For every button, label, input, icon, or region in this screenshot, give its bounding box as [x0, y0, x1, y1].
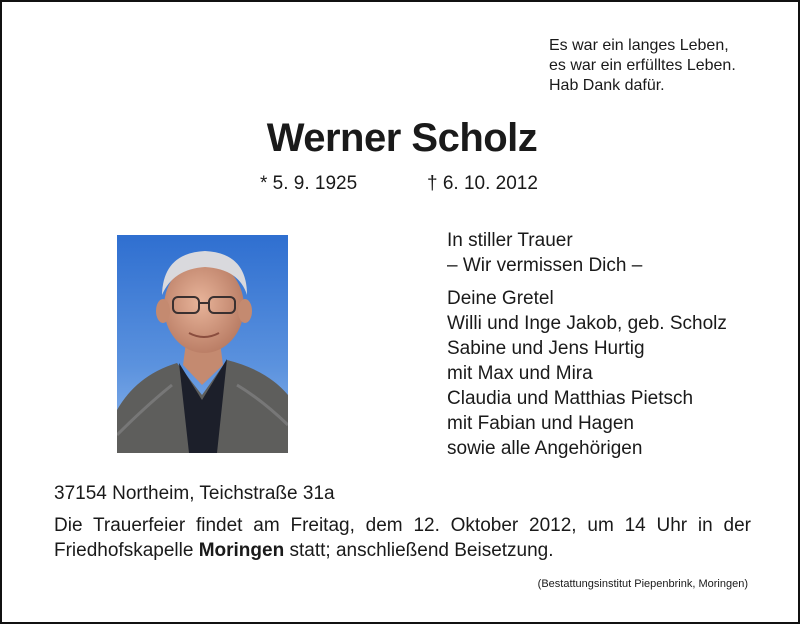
- funeral-service-info: [54, 513, 751, 563]
- mourner-line: mit Max und Mira: [447, 363, 593, 384]
- quote-line-3: Hab Dank dafür.: [549, 77, 665, 94]
- quote-line-2: es war ein erfülltes Leben.: [549, 57, 736, 74]
- memorial-quote: [549, 36, 736, 96]
- quote-line-1: Es war ein langes Leben,: [549, 37, 729, 54]
- mourner-line: Deine Gretel: [447, 288, 554, 309]
- death-date: † 6. 10. 2012: [427, 173, 538, 194]
- mourning-intro: In stiller Trauer: [447, 230, 573, 251]
- deceased-name: Werner Scholz: [266, 116, 538, 160]
- mourner-line: Willi und Inge Jakob, geb. Scholz: [447, 313, 727, 334]
- service-text: Die Trauerfeier findet am Freitag, dem 12. Oktober 2012, um 14 Uhr in der Friedhofskapelle: [54, 515, 751, 561]
- birth-date: * 5. 9. 1925: [260, 173, 358, 194]
- mourner-line: sowie alle Angehörigen: [447, 438, 643, 459]
- mourner-line: Claudia und Matthias Pietsch: [447, 388, 694, 409]
- mourners-block: [447, 228, 727, 461]
- mourning-subline: – Wir vermissen Dich –: [447, 255, 643, 276]
- service-text-end: statt; anschließend Beisetzung.: [284, 540, 554, 561]
- mourner-line: mit Fabian und Hagen: [447, 413, 634, 434]
- funeral-home-credit: (Bestattungsinstitut Piepenbrink, Moringen): [537, 578, 748, 590]
- family-address: 37154 Northeim, Teichstraße 31a: [54, 483, 335, 504]
- service-location: Moringen: [198, 540, 285, 561]
- mourner-line: Sabine und Jens Hurtig: [447, 338, 645, 359]
- portrait-photo: [117, 235, 288, 453]
